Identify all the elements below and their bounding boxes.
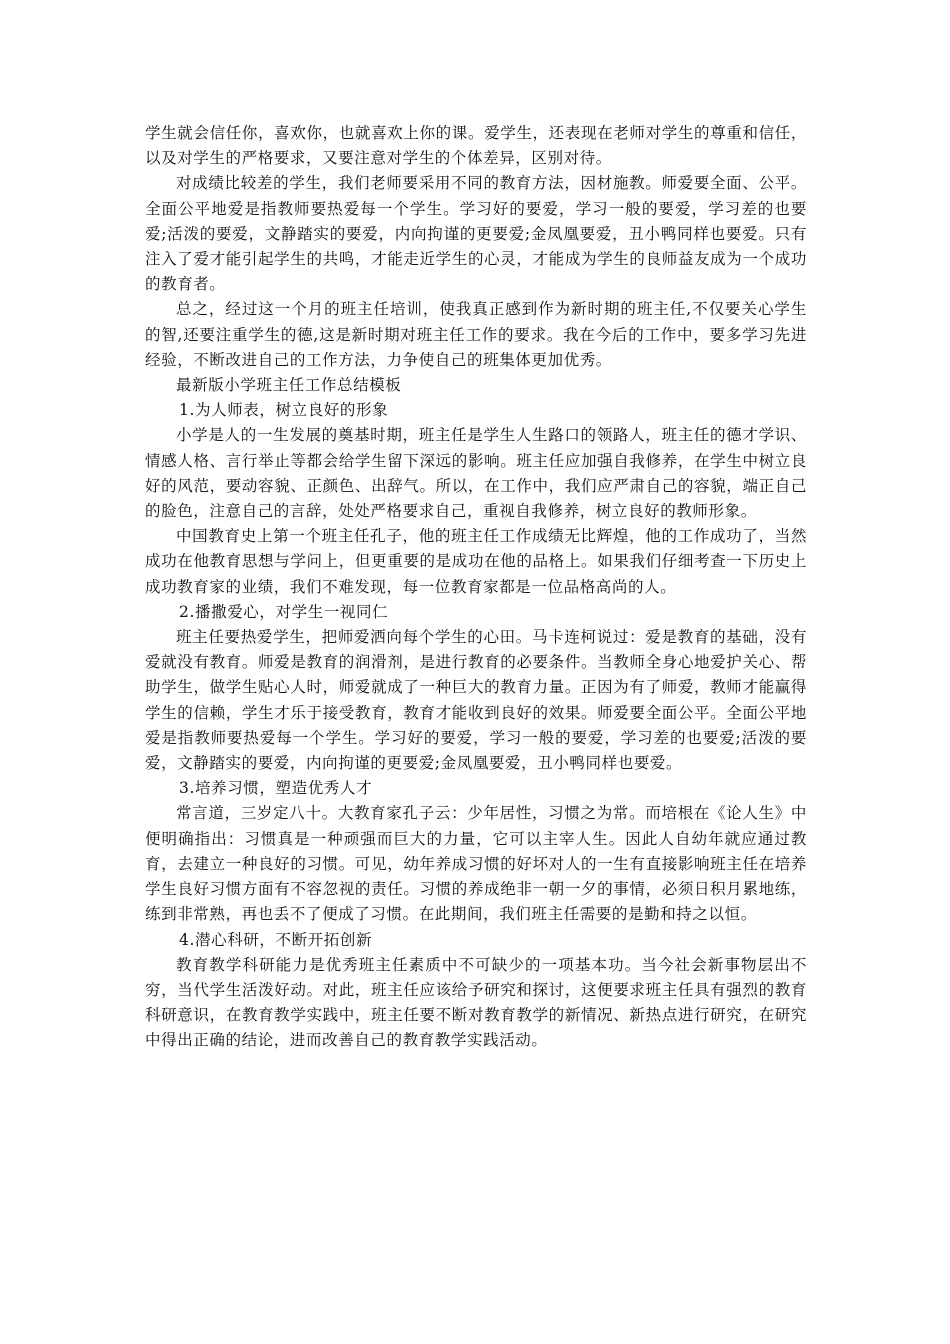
paragraph-6: 班主任要热爱学生，把师爱洒向每个学生的心田。马卡连柯说过：爱是教育的基础，没有爱就没有教育。师爱是教育的润滑剂，是进行教育的必要条件。当教师全身心地爱护关心、帮助学生，做学生贴心人时，师爱就成了一种巨大的教育力量。正因为有了师爱，教师才能赢得学生的信赖，学生才乐于接受教育，教育才能收到良好的效果。师爱要全面公平。全面公平地爱是指教师要热爱每一个学生。学习好的要爱，学习一般的要爱，学习差的也要爱;活泼的要爱，文静踏实的要爱，内向拘谨的更要爱;金凤凰要爱，丑小鸭同样也要爱。: [145, 628, 807, 773]
section-heading-2: 2.播撒爱心，对学生一视同仁: [179, 602, 389, 621]
document-title: 最新版小学班主任工作总结模板: [176, 376, 402, 395]
section-heading-3: 3.培养习惯，塑造优秀人才: [179, 779, 373, 798]
paragraph-4: 小学是人的一生发展的奠基时期，班主任是学生人生路口的领路人，班主任的德才学识、情感人格、言行举止等都会给学生留下深远的影响。班主任应加强自我修养，在学生中树立良好的风范，要动容貌、正颜色、出辞气。所以，在工作中，我们应严肃自己的容貌，端正自己的脸色，注意自己的言辞，处处严格要求自己，重视自我修养，树立良好的教师形象。: [145, 426, 807, 521]
section-heading-4: 4.潜心科研，不断开拓创新: [179, 930, 373, 949]
paragraph-2: 对成绩比较差的学生，我们老师要采用不同的教育方法，因材施教。师爱要全面、公平。全面公平地爱是指教师要热爱每一个学生。学习好的要爱，学习一般的要爱，学习差的也要爱;活泼的要爱，文静踏实的要爱，内向拘谨的更要爱;金凤凰要爱，丑小鸭同样也要爱。只有注入了爱才能引起学生的共鸣，才能走近学生的心灵，才能成为学生的良师益友成为一个成功的教育者。: [145, 174, 807, 294]
paragraph-1: 学生就会信任你，喜欢你，也就喜欢上你的课。爱学生，还表现在老师对学生的尊重和信任，以及对学生的严格要求，又要注意对学生的个体差异，区别对待。: [145, 124, 807, 168]
paragraph-8: 教育教学科研能力是优秀班主任素质中不可缺少的一项基本功。当今社会新事物层出不穷，当代学生活泼好动。对此，班主任应该给予研究和探讨，这便要求班主任具有强烈的教育科研意识，在教育教学实践中，班主任要不断对教育教学的新情况、新热点进行研究，在研究中得出正确的结论，进而改善自己的教育教学实践活动。: [145, 955, 807, 1050]
paragraph-5: 中国教育史上第一个班主任孔子，他的班主任工作成绩无比辉煌，他的工作成功了，当然成功在他教育思想与学问上，但更重要的是成功在他的品格上。如果我们仔细考查一下历史上成功教育家的业绩，我们不难发现，每一位教育家都是一位品格高尚的人。: [145, 527, 807, 596]
document-body: [145, 121, 807, 1054]
paragraph-7: 常言道，三岁定八十。大教育家孔子云：少年居性，习惯之为常。而培根在《论人生》中便明确指出：习惯真是一种顽强而巨大的力量，它可以主宰人生。因此人自幼年就应通过教育，去建立一种良好的习惯。可见，幼年养成习惯的好坏对人的一生有直接影响班主任在培养学生良好习惯方面有不容忽视的责任。习惯的养成绝非一朝一夕的事情，必须日积月累地练，练到非常熟，再也丢不了便成了习惯。在此期间，我们班主任需要的是勤和持之以恒。: [145, 804, 807, 924]
section-heading-1: 1.为人师表，树立良好的形象: [179, 401, 389, 420]
paragraph-3: 总之，经过这一个月的班主任培训，使我真正感到作为新时期的班主任,不仅要关心学生的智,还要注重学生的德,这是新时期对班主任工作的要求。我在今后的工作中，要多学习先进经验，不断改进自己的工作方法，力争使自己的班集体更加优秀。: [145, 300, 807, 369]
